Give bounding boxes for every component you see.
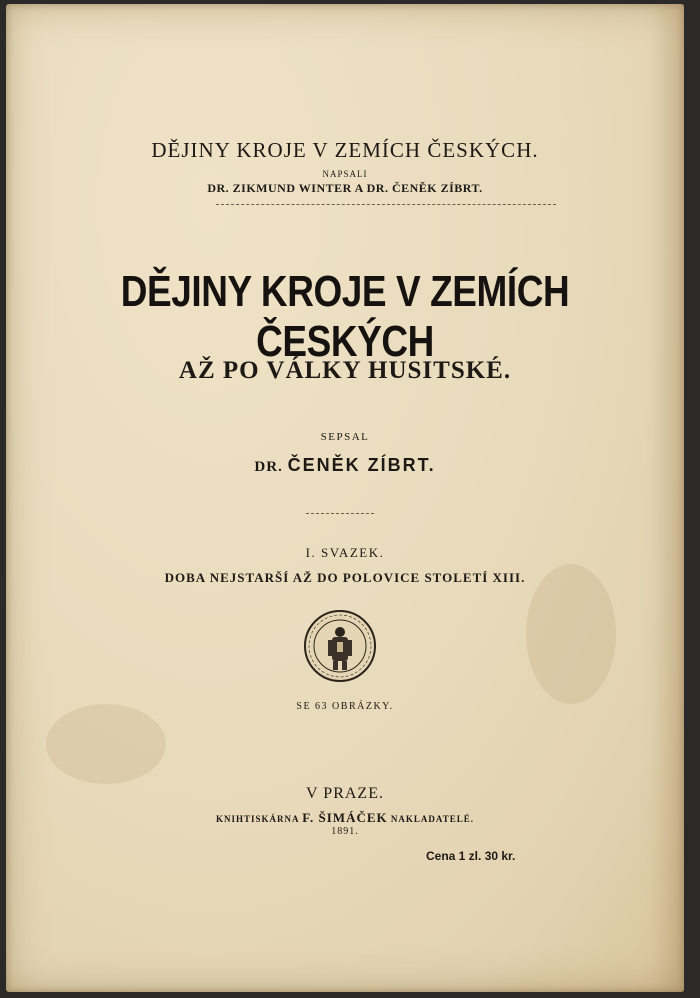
- printer-prefix: KNIHTISKÁRNA: [216, 814, 300, 824]
- volume-title: DOBA NEJSTARŠÍ AŽ DO POLOVICE STOLETÍ XIII.: [164, 570, 526, 585]
- illustrations-note: SE 63 OBRÁZKY.: [296, 701, 394, 712]
- printer-line: [6, 810, 684, 826]
- series-title: DĚJINY KROJE V ZEMÍCH ČESKÝCH.: [151, 138, 539, 162]
- paper-stain: [46, 704, 166, 784]
- seal-emblem-icon: [302, 608, 378, 684]
- main-title: DĚJINY KROJE V ZEMÍCH ČESKÝCH: [120, 267, 570, 366]
- book-cover-page: [6, 4, 684, 992]
- place-of-publication: V PRAZE.: [306, 785, 384, 802]
- napsali-label: NAPSALI: [322, 169, 368, 179]
- printer-name: F. ŠIMÁČEK: [302, 810, 388, 825]
- sepsal-label: SEPSAL: [320, 431, 370, 443]
- divider-rule: [216, 204, 556, 205]
- publication-year: 1891.: [331, 826, 359, 837]
- subtitle: AŽ PO VÁLKY HUSITSKÉ.: [178, 357, 512, 384]
- author-name: ČENĚK ZÍBRT.: [287, 455, 436, 475]
- series-authors: DR. ZIKMUND WINTER A DR. ČENĚK ZÍBRT.: [207, 181, 483, 195]
- author-line: [6, 455, 684, 476]
- printer-suffix: NAKLADATELÉ.: [390, 814, 474, 824]
- author-prefix: DR.: [254, 459, 283, 475]
- volume-label: I. SVAZEK.: [305, 545, 385, 560]
- price-label: Cena 1 zl. 30 kr.: [426, 849, 516, 863]
- short-divider: [306, 513, 374, 514]
